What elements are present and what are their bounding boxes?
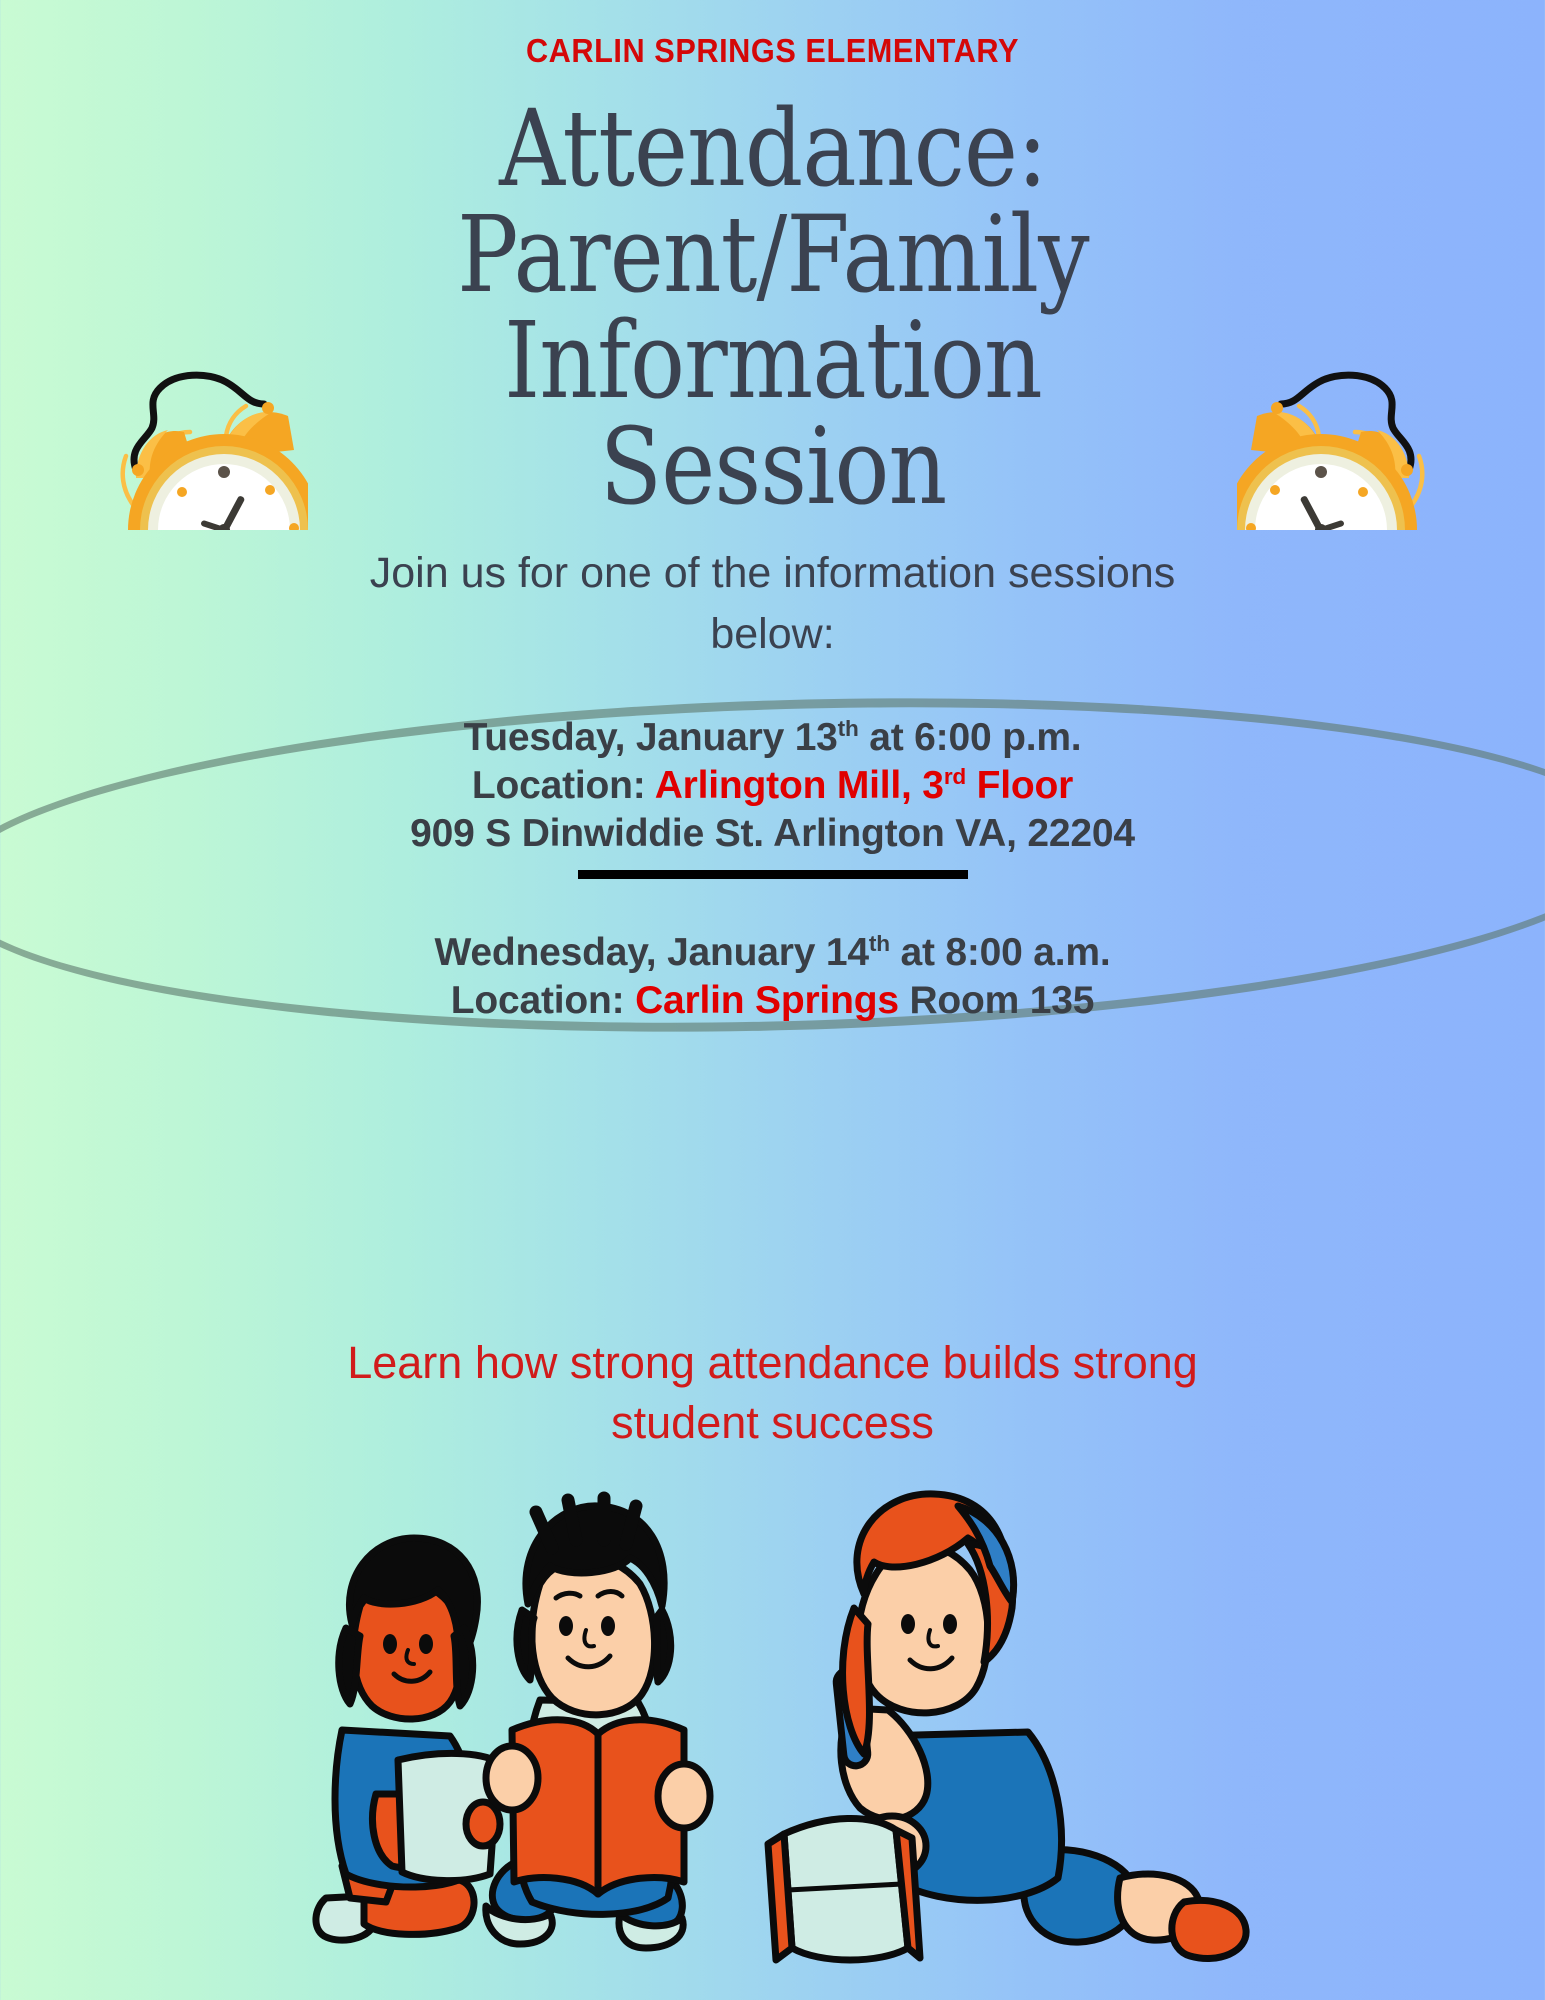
title-line-2: Parent/Family xyxy=(456,193,1089,316)
ordinal-suffix: th xyxy=(837,716,859,741)
session-2-datetime: Wednesday, January 14th at 8:00 a.m. xyxy=(434,930,1111,974)
children-reading-illustration xyxy=(268,1478,1278,1998)
tagline: Learn how strong attendance builds strong student success xyxy=(347,1337,1198,1448)
session-item-2 xyxy=(0,929,1545,1025)
school-name: CARLIN SPRINGS ELEMENTARY xyxy=(525,32,1020,69)
session-1-datetime: Tuesday, January 13th at 6:00 p.m. xyxy=(463,716,1082,759)
title-line-1: Attendance: xyxy=(498,87,1047,210)
alarm-clock-svg xyxy=(98,300,308,530)
ordinal-suffix: th xyxy=(868,930,890,956)
horizontal-rule xyxy=(578,870,968,879)
children-illustration-svg xyxy=(268,1478,1278,1998)
session-item-1 xyxy=(0,714,1545,879)
title-line-4: Session xyxy=(599,405,946,528)
session-2-location: Location: Carlin Springs Room 135 xyxy=(450,978,1095,1022)
session-1-location: Location: Arlington Mill, 3rd Floor xyxy=(471,763,1074,807)
alarm-clock-svg xyxy=(1237,300,1447,530)
session-spacer xyxy=(0,879,1545,929)
page-title xyxy=(303,87,1243,528)
alarm-clock-icon-right xyxy=(1237,300,1447,530)
alarm-clock-icon-left xyxy=(98,300,308,530)
subtitle: Join us for one of the information sessions below: xyxy=(369,549,1176,659)
ordinal-suffix: rd xyxy=(943,763,967,789)
child-left xyxy=(315,1538,499,1940)
session-1-address: 909 S Dinwiddie St. Arlington VA, 22204 xyxy=(410,811,1135,855)
child-right xyxy=(768,1494,1246,1960)
session-list xyxy=(0,714,1545,1025)
child-middle xyxy=(485,1498,709,1948)
title-line-3: Information xyxy=(503,299,1042,422)
